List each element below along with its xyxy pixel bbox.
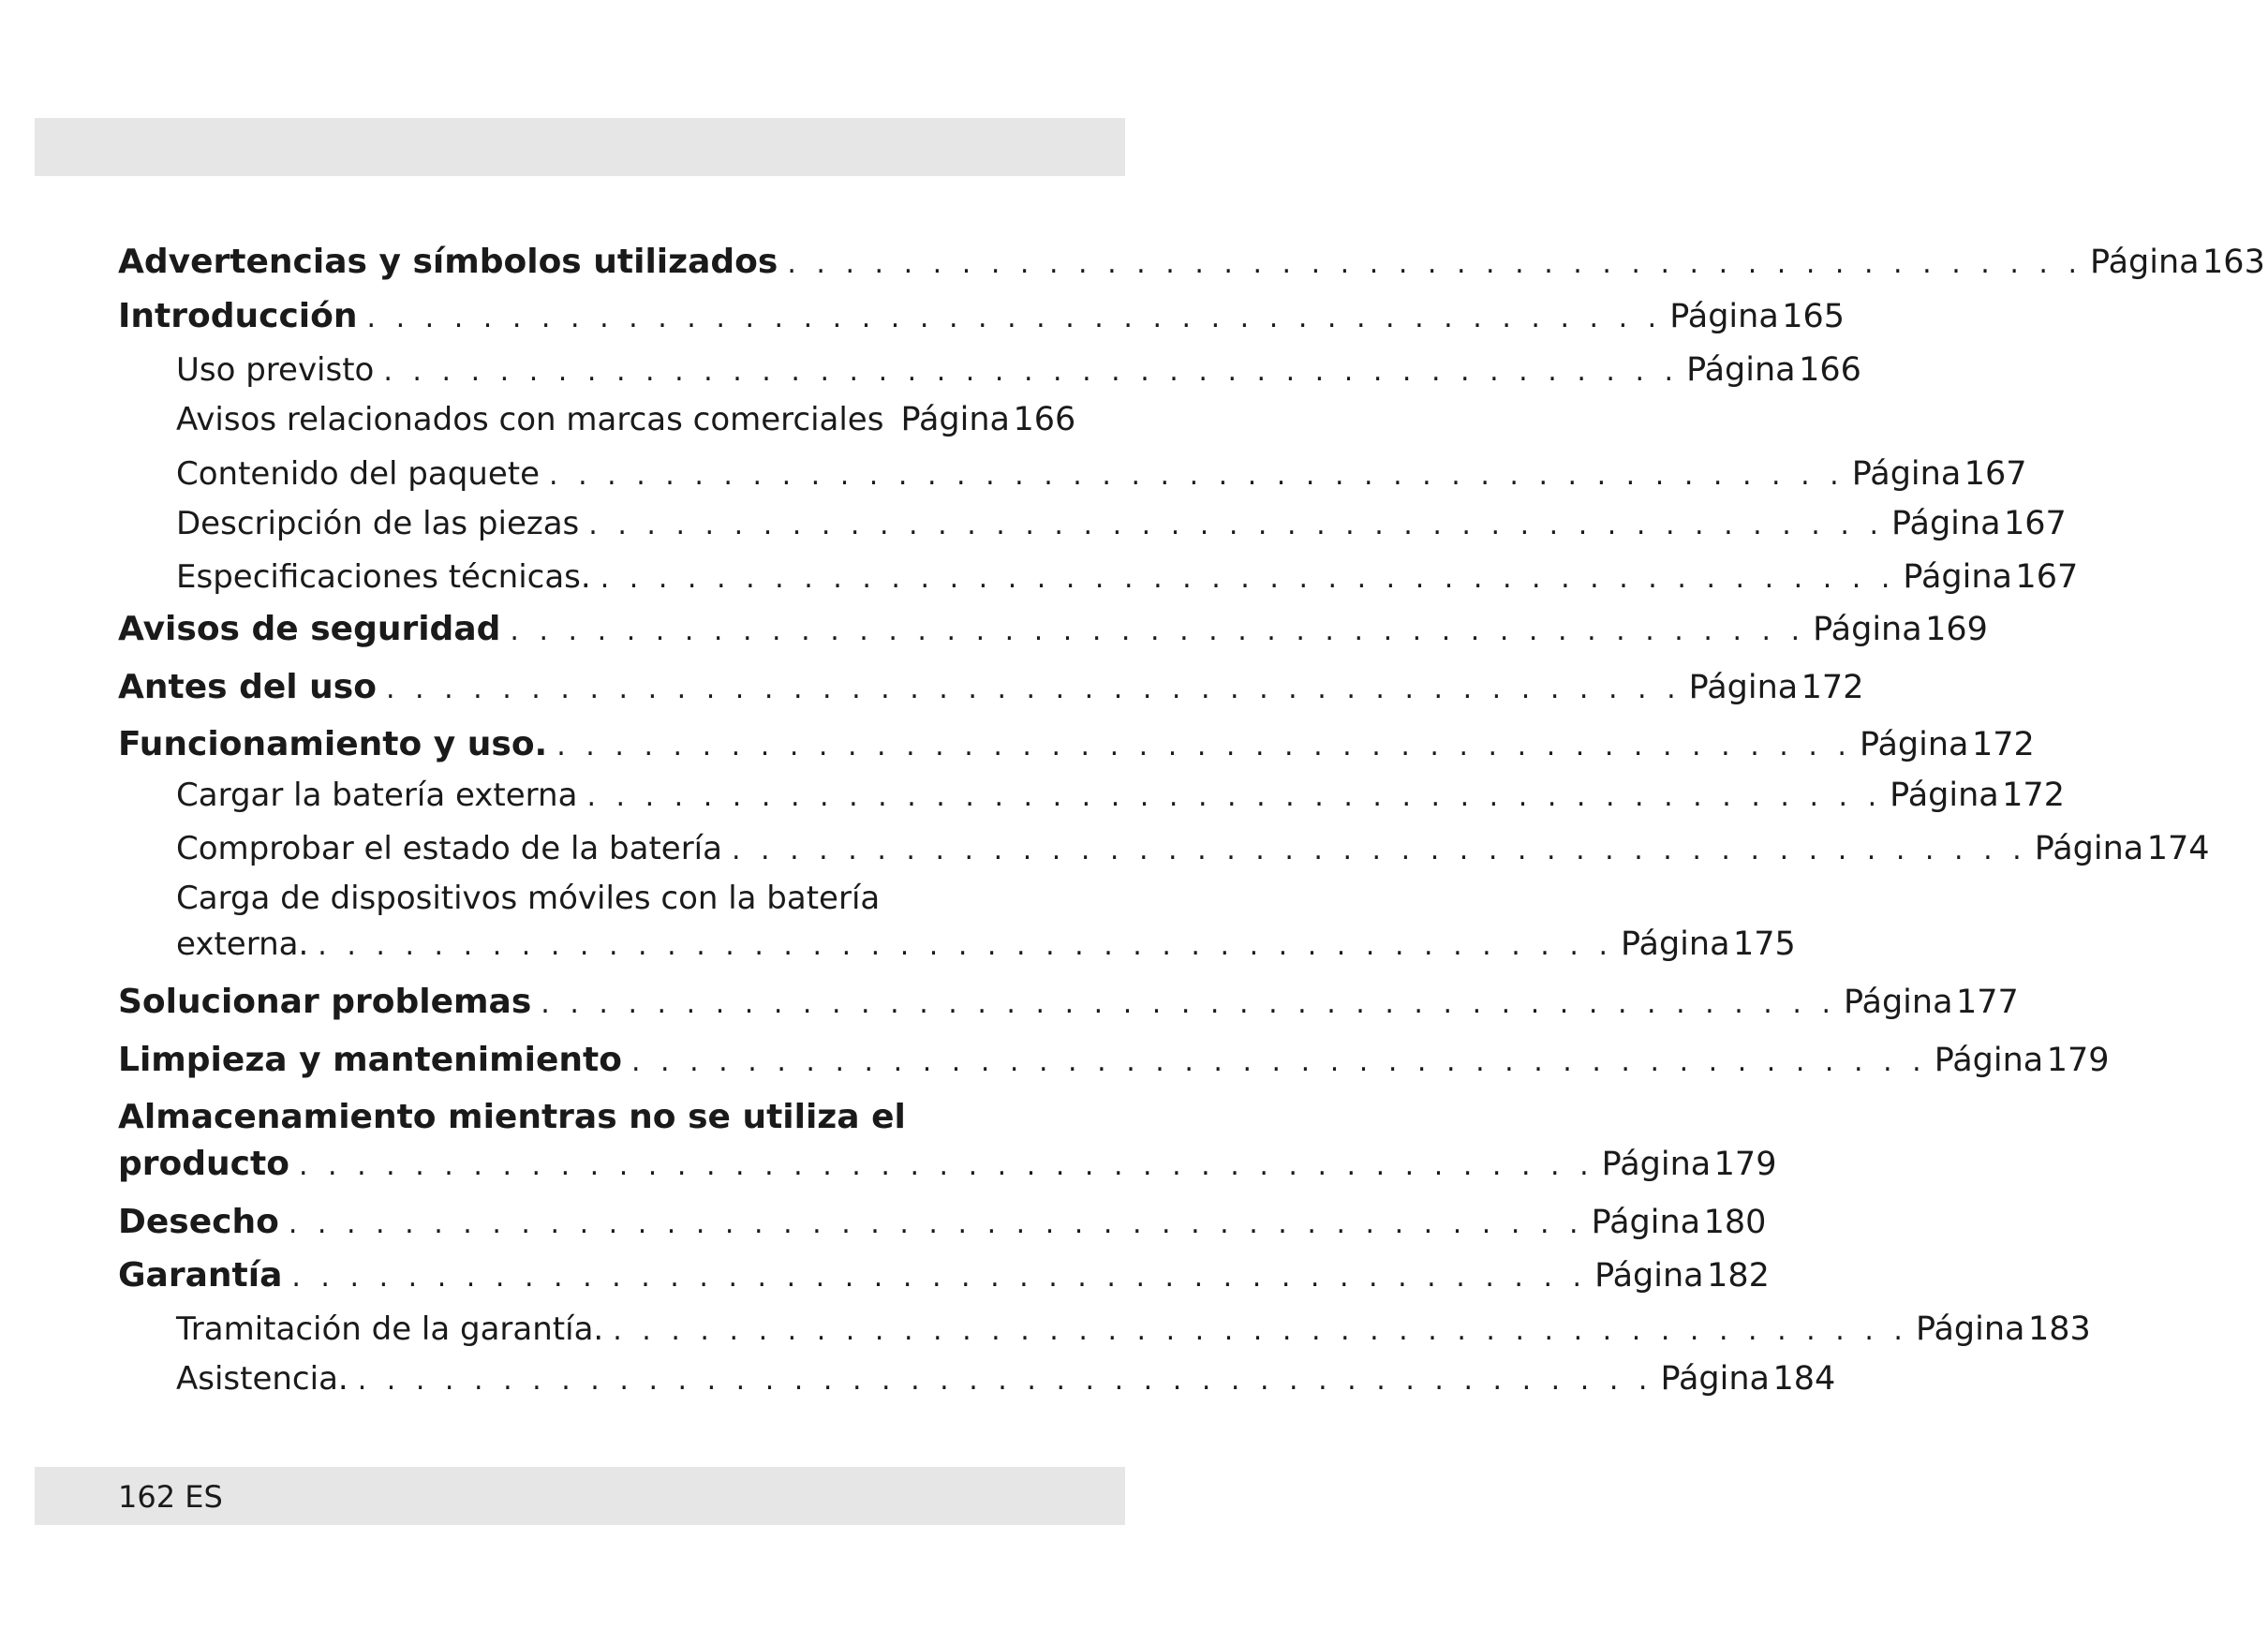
page-label: Página	[1594, 1257, 1704, 1295]
page-number: 179	[1713, 1146, 1777, 1183]
toc-entry-title: Contenido del paquete	[176, 455, 540, 493]
page-reference	[1689, 664, 1867, 711]
leader-dots: . . . . . . . . . . . . . . . . . . . . . . . . . . . . . . . . . . . . . . . . . . . . .	[318, 929, 1613, 962]
page-label: Página	[1660, 1360, 1770, 1398]
toc-entry-title: Advertencias y símbolos utilizados	[118, 243, 778, 281]
page-reference	[1602, 1141, 1780, 1188]
page-label: Página	[1851, 455, 1962, 493]
page-reference	[2090, 239, 2268, 286]
page-number: 167	[2003, 505, 2067, 542]
leader-dots: . . . . . . . . . . . . . . . . . . . . . . . . . . . . . . . . . . . . . . . . . . . . .	[385, 673, 1682, 705]
page-number: 172	[2002, 777, 2065, 814]
page-label: Página	[1890, 777, 1999, 814]
page-label: Página	[1669, 298, 1779, 335]
page-label: Página	[1934, 1042, 2044, 1079]
toc-entry-title: Limpieza y mantenimiento	[118, 1041, 622, 1079]
toc-entry[interactable]	[176, 347, 1861, 393]
toc-entry[interactable]	[118, 1141, 1777, 1188]
leader-dots: . . . . . . . . . . . . . . . . . . . . . . . . . . . . . . . . . . . . . . . . . . . . .	[366, 302, 1663, 334]
page-number: 167	[2015, 558, 2079, 596]
page-number: 172	[1971, 726, 2035, 763]
leader-dots: . . . . . . . . . . . . . . . . . . . . . . . . . . . . . . . . . . . . . . . . . . . . .	[588, 509, 1884, 541]
toc-entry-title: Comprobar el estado de la batería	[176, 830, 722, 867]
toc-entry[interactable]	[118, 1037, 2110, 1084]
page-number: 179	[2046, 1042, 2110, 1079]
leader-dots: . . . . . . . . . . . . . . . . . . . . . . . . . . . . . . . . . . . . . . . . . . . . .	[291, 1261, 1588, 1294]
toc-entry-title: Avisos de seguridad	[118, 610, 501, 648]
page-reference	[2035, 825, 2213, 872]
page-label: Página	[1915, 1310, 2025, 1348]
toc-entry[interactable]	[176, 921, 1796, 968]
page-number: 163	[2202, 244, 2265, 281]
leader-dots: . . . . . . . . . . . . . . . . . . . . . . . . . . . . . . . . . . . . . . . . . . . . .	[613, 1314, 1908, 1347]
page-number: 175	[1732, 925, 1796, 963]
toc-entry-title: Desecho	[118, 1203, 279, 1241]
leader-dots: . . . . . . . . . . . . . . . . . . . . . . . . . . . . . . . . . . . . . . . . . . . . .	[549, 459, 1845, 492]
toc-entry-title: Avisos relacionados con marcas comerciales	[176, 401, 884, 438]
toc-entry[interactable]	[176, 500, 2067, 547]
toc-entry-title: Funcionamiento y uso.	[118, 725, 548, 763]
toc-entry-title-line: Carga de dispositivos móviles con la batería	[176, 880, 881, 917]
page-number: 180	[1703, 1204, 1767, 1241]
toc-entry[interactable]	[118, 239, 2265, 286]
toc-entry[interactable]	[118, 1199, 1767, 1246]
page-number: 166	[1799, 351, 1861, 389]
page-reference	[1844, 979, 2022, 1026]
toc-entry[interactable]	[176, 825, 2210, 872]
toc-entry[interactable]	[176, 1355, 1836, 1402]
page-label: Página	[1813, 611, 1922, 648]
page-label: Página	[1890, 505, 2001, 542]
header-band	[35, 118, 1125, 176]
toc-entry[interactable]	[118, 664, 1864, 711]
toc-entry[interactable]	[118, 606, 1988, 653]
toc-entry[interactable]	[176, 772, 2065, 819]
page-number: 167	[1964, 455, 2027, 493]
page-reference	[1813, 606, 1991, 653]
page-label: Página	[1686, 351, 1796, 389]
page-reference	[1934, 1037, 2112, 1084]
page-reference	[1852, 451, 2030, 497]
leader-dots: . . . . . . . . . . . . . . . . . . . . . . . . . . . . . . . . . . . . . . . . . . . . .	[357, 1364, 1653, 1397]
page-number: 166	[1013, 401, 1076, 438]
toc-entry-title: Introducción	[118, 297, 358, 335]
page-reference	[1660, 1355, 1838, 1402]
page-number: 177	[1955, 984, 2019, 1021]
toc-entry-title: Garantía	[118, 1256, 283, 1295]
page-reference	[900, 396, 1078, 443]
leader-dots: . . . . . . . . . . . . . . . . . . . . . . . . . . . . . . . . . . . . . . . . . . . . .	[288, 1207, 1584, 1240]
leader-dots: . . . . . . . . . . . . . . . . . . . . . . . . . . . . . . . . . . . . . . . . . . . . .	[510, 614, 1806, 647]
toc-entry[interactable]	[118, 721, 2035, 768]
page-label: Página	[1591, 1204, 1701, 1241]
toc-entry-title-line: Almacenamiento mientras no se utiliza el	[118, 1098, 906, 1136]
page-footer: 162 ES	[118, 1479, 223, 1515]
toc-entry[interactable]	[118, 1252, 1770, 1299]
toc-entry[interactable]	[176, 396, 1076, 443]
toc-entry-title: Uso previsto	[176, 351, 375, 389]
toc-entry-title: Tramitación de la garantía.	[176, 1310, 604, 1348]
page-number: 169	[1925, 611, 1988, 648]
page-number: 182	[1707, 1257, 1770, 1295]
page-reference	[1860, 721, 2038, 768]
leader-dots: . . . . . . . . . . . . . . . . . . . . . . . . . . . . . . . . . . . . . . . . . . . . .	[787, 247, 2083, 280]
toc-entry-title: producto	[118, 1145, 289, 1183]
toc-entry[interactable]	[176, 451, 2027, 497]
page-label: Página	[2034, 830, 2144, 867]
page-number: 174	[2146, 830, 2210, 867]
page-reference	[1594, 1252, 1772, 1299]
toc-entry-title: Cargar la batería externa	[176, 777, 578, 814]
page-reference	[1916, 1306, 2094, 1353]
page-number: 183	[2027, 1310, 2091, 1348]
toc-entry-title: Solucionar problemas	[118, 983, 532, 1021]
page-number: 172	[1801, 669, 1864, 706]
leader-dots: . . . . . . . . . . . . . . . . . . . . . . . . . . . . . . . . . . . . . . . . . . . . .	[586, 780, 1883, 813]
toc-entry[interactable]	[118, 293, 1846, 340]
page-label: Página	[1688, 669, 1799, 706]
page-reference	[1669, 293, 1847, 340]
leader-dots: . . . . . . . . . . . . . . . . . . . . . . . . . . . . . . . . . . . . . . . . . . . . .	[298, 1149, 1594, 1182]
page-reference	[1592, 1199, 1770, 1246]
page-label: Página	[1903, 558, 2012, 596]
toc-entry[interactable]	[176, 1306, 2091, 1353]
toc-entry[interactable]	[176, 554, 2079, 600]
leader-dots: . . . . . . . . . . . . . . . . . . . . . . . . . . . . . . . . . . . . . . . . . . . . .	[731, 834, 2027, 866]
toc-entry-title: Descripción de las piezas	[176, 505, 580, 542]
toc-entry-title: Especificaciones técnicas.	[176, 558, 591, 596]
toc-entry[interactable]	[118, 979, 2019, 1026]
page-label: Página	[1859, 726, 1969, 763]
toc-entry-title: Antes del uso	[118, 668, 377, 706]
page-label: Página	[1620, 925, 1730, 963]
page-label: Página	[1601, 1146, 1712, 1183]
leader-dots: . . . . . . . . . . . . . . . . . . . . . . . . . . . . . . . . . . . . . . . . . . . . .	[541, 987, 1836, 1020]
page-reference	[1686, 347, 1864, 393]
page-label: Página	[2090, 244, 2200, 281]
page-label: Página	[1843, 984, 1953, 1021]
page-reference	[1903, 554, 2081, 600]
page-number: 184	[1772, 1360, 1836, 1398]
page-number: 165	[1782, 298, 1846, 335]
leader-dots: . . . . . . . . . . . . . . . . . . . . . . . . . . . . . . . . . . . . . . . . . . . . .	[383, 355, 1680, 388]
page-reference	[1891, 500, 2069, 547]
toc-entry-title: Asistencia.	[176, 1360, 348, 1398]
page-reference	[1621, 921, 1799, 968]
toc-entry-title: externa.	[176, 925, 309, 963]
leader-dots: . . . . . . . . . . . . . . . . . . . . . . . . . . . . . . . . . . . . . . . . . . . . .	[600, 562, 1896, 595]
leader-dots: . . . . . . . . . . . . . . . . . . . . . . . . . . . . . . . . . . . . . . . . . . . . .	[556, 730, 1852, 762]
page-reference	[1890, 772, 2068, 819]
leader-dots: . . . . . . . . . . . . . . . . . . . . . . . . . . . . . . . . . . . . . . . . . . . . .	[630, 1045, 1927, 1078]
page-label: Página	[900, 401, 1010, 438]
